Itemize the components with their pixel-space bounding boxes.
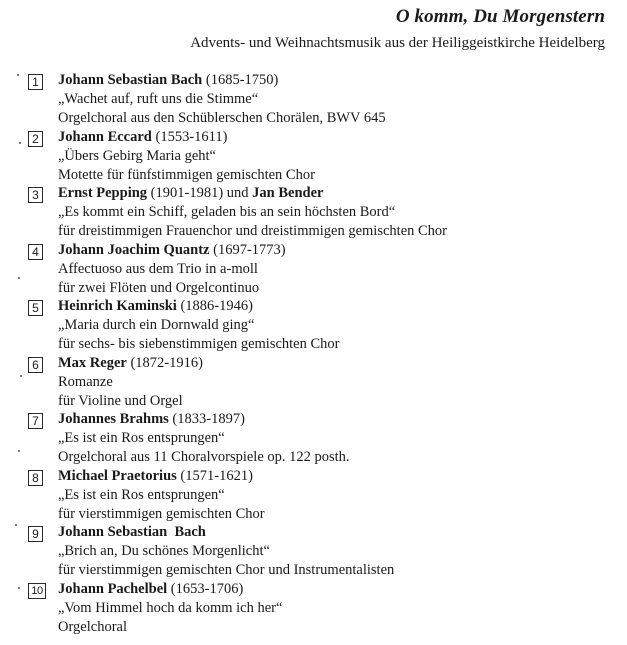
track-composer-line [58, 71, 386, 90]
track-work-title: Affectuoso aus dem Trio in a-moll [58, 260, 258, 277]
track-number: 5 [28, 300, 43, 316]
track-work-title: „Vom Himmel hoch da komm ich her“ [58, 599, 283, 616]
track-number: 4 [28, 244, 43, 260]
track-text [58, 410, 350, 467]
track-composer-line [58, 184, 447, 203]
track-description: für zwei Flöten und Orgelcontinuo [58, 279, 260, 296]
track-number: 3 [28, 187, 43, 203]
composer-name: Johannes Brahms [58, 411, 169, 427]
composer-name: Johann Joachim Quantz [58, 241, 210, 258]
composer-name: Johann Sebastian Bach [58, 72, 203, 88]
track-number: 7 [28, 413, 43, 429]
composer-dates: (1901-1981) und [147, 185, 253, 201]
track-text [58, 128, 315, 185]
track-item [0, 297, 627, 354]
track-composer-line [58, 354, 203, 373]
track-item [0, 580, 627, 637]
track-item [0, 241, 627, 298]
track-work-title: „Es kommt ein Schiff, geladen bis an sein höchsten Bord“ [58, 204, 396, 220]
scan-speck [18, 587, 20, 589]
track-composer-line [58, 241, 286, 260]
scan-speck [18, 277, 20, 279]
track-text [58, 241, 286, 298]
track-composer-line [58, 297, 340, 316]
track-text [58, 71, 386, 128]
track-number: 9 [28, 526, 43, 542]
track-work-title: „Wachet auf, ruft uns die Stimme“ [58, 91, 259, 107]
scan-speck [15, 524, 17, 526]
track-description: für Violine und Orgel [58, 392, 183, 409]
track-text [58, 354, 203, 411]
scan-speck [20, 375, 22, 377]
track-item [0, 128, 627, 185]
track-text [58, 523, 394, 580]
track-item [0, 410, 627, 467]
track-item [0, 467, 627, 524]
track-work-title: „Übers Gebirg Maria geht“ [58, 147, 216, 164]
composer-dates: (1697-1773) [209, 241, 286, 258]
track-number: 6 [28, 357, 43, 373]
composer-name-second: Jan Bender [252, 185, 324, 201]
track-description: Orgelchoral aus den Schüblerschen Chorälen, BWV 645 [58, 110, 386, 126]
scan-speck [18, 450, 20, 452]
track-item [0, 184, 627, 241]
composer-name: Johann Sebastian Bach [58, 524, 206, 540]
composer-dates: (1685-1750) [202, 72, 279, 88]
track-text [58, 467, 265, 524]
track-composer-line [58, 523, 394, 542]
track-description: Orgelchoral [58, 618, 127, 635]
composer-dates: (1553-1611) [151, 128, 228, 145]
track-work-title: „Brich an, Du schönes Morgenlicht“ [58, 543, 270, 559]
composer-dates: (1872-1916) [126, 354, 203, 371]
composer-name: Ernst Pepping [58, 185, 148, 201]
track-item [0, 523, 627, 580]
composer-dates: (1571-1621) [176, 467, 253, 484]
track-description: Motette für fünfstimmigen gemischten Chor [58, 166, 315, 183]
scan-speck [19, 142, 21, 144]
track-composer-line [58, 580, 282, 599]
composer-name: Heinrich Kaminski [58, 298, 177, 314]
composer-dates: (1653-1706) [167, 580, 244, 597]
track-composer-line [58, 467, 265, 486]
track-list [0, 71, 627, 636]
track-work-title: „Es ist ein Ros entsprungen“ [58, 430, 225, 446]
track-number: 10 [28, 583, 46, 599]
track-composer-line [58, 410, 350, 429]
track-description: für dreistimmigen Frauenchor und dreistimmigen gemischten Chor [58, 223, 448, 239]
track-number: 8 [28, 470, 43, 486]
page-title: O komm, Du Morgenstern [395, 6, 605, 27]
track-description: Orgelchoral aus 11 Choralvorspiele op. 122 posth. [58, 449, 350, 465]
track-work-title: Romanze [58, 373, 113, 390]
page-subtitle: Advents- und Weihnachtsmusik aus der Heiliggeistkirche Heidelberg [190, 35, 605, 51]
track-description: für vierstimmigen gemischten Chor [58, 505, 265, 522]
track-text [58, 184, 447, 241]
track-text [58, 580, 282, 637]
track-work-title: „Maria durch ein Dornwald ging“ [58, 317, 255, 333]
track-item [0, 71, 627, 128]
composer-name: Johann Pachelbel [58, 580, 168, 597]
composer-name: Michael Praetorius [58, 467, 177, 484]
track-description: für vierstimmigen gemischten Chor und Instrumentalisten [58, 562, 395, 578]
composer-dates: (1833-1897) [168, 411, 245, 427]
track-item [0, 354, 627, 411]
track-work-title: „Es ist ein Ros entsprungen“ [58, 486, 225, 503]
scan-speck [17, 74, 19, 76]
composer-name: Max Reger [58, 354, 127, 371]
track-text [58, 297, 340, 354]
track-description: für sechs- bis siebenstimmigen gemischten Chor [58, 336, 340, 352]
track-number: 1 [28, 74, 43, 90]
track-number: 2 [28, 131, 43, 147]
track-composer-line [58, 128, 315, 147]
composer-name: Johann Eccard [58, 128, 152, 145]
composer-dates: (1886-1946) [176, 298, 253, 314]
